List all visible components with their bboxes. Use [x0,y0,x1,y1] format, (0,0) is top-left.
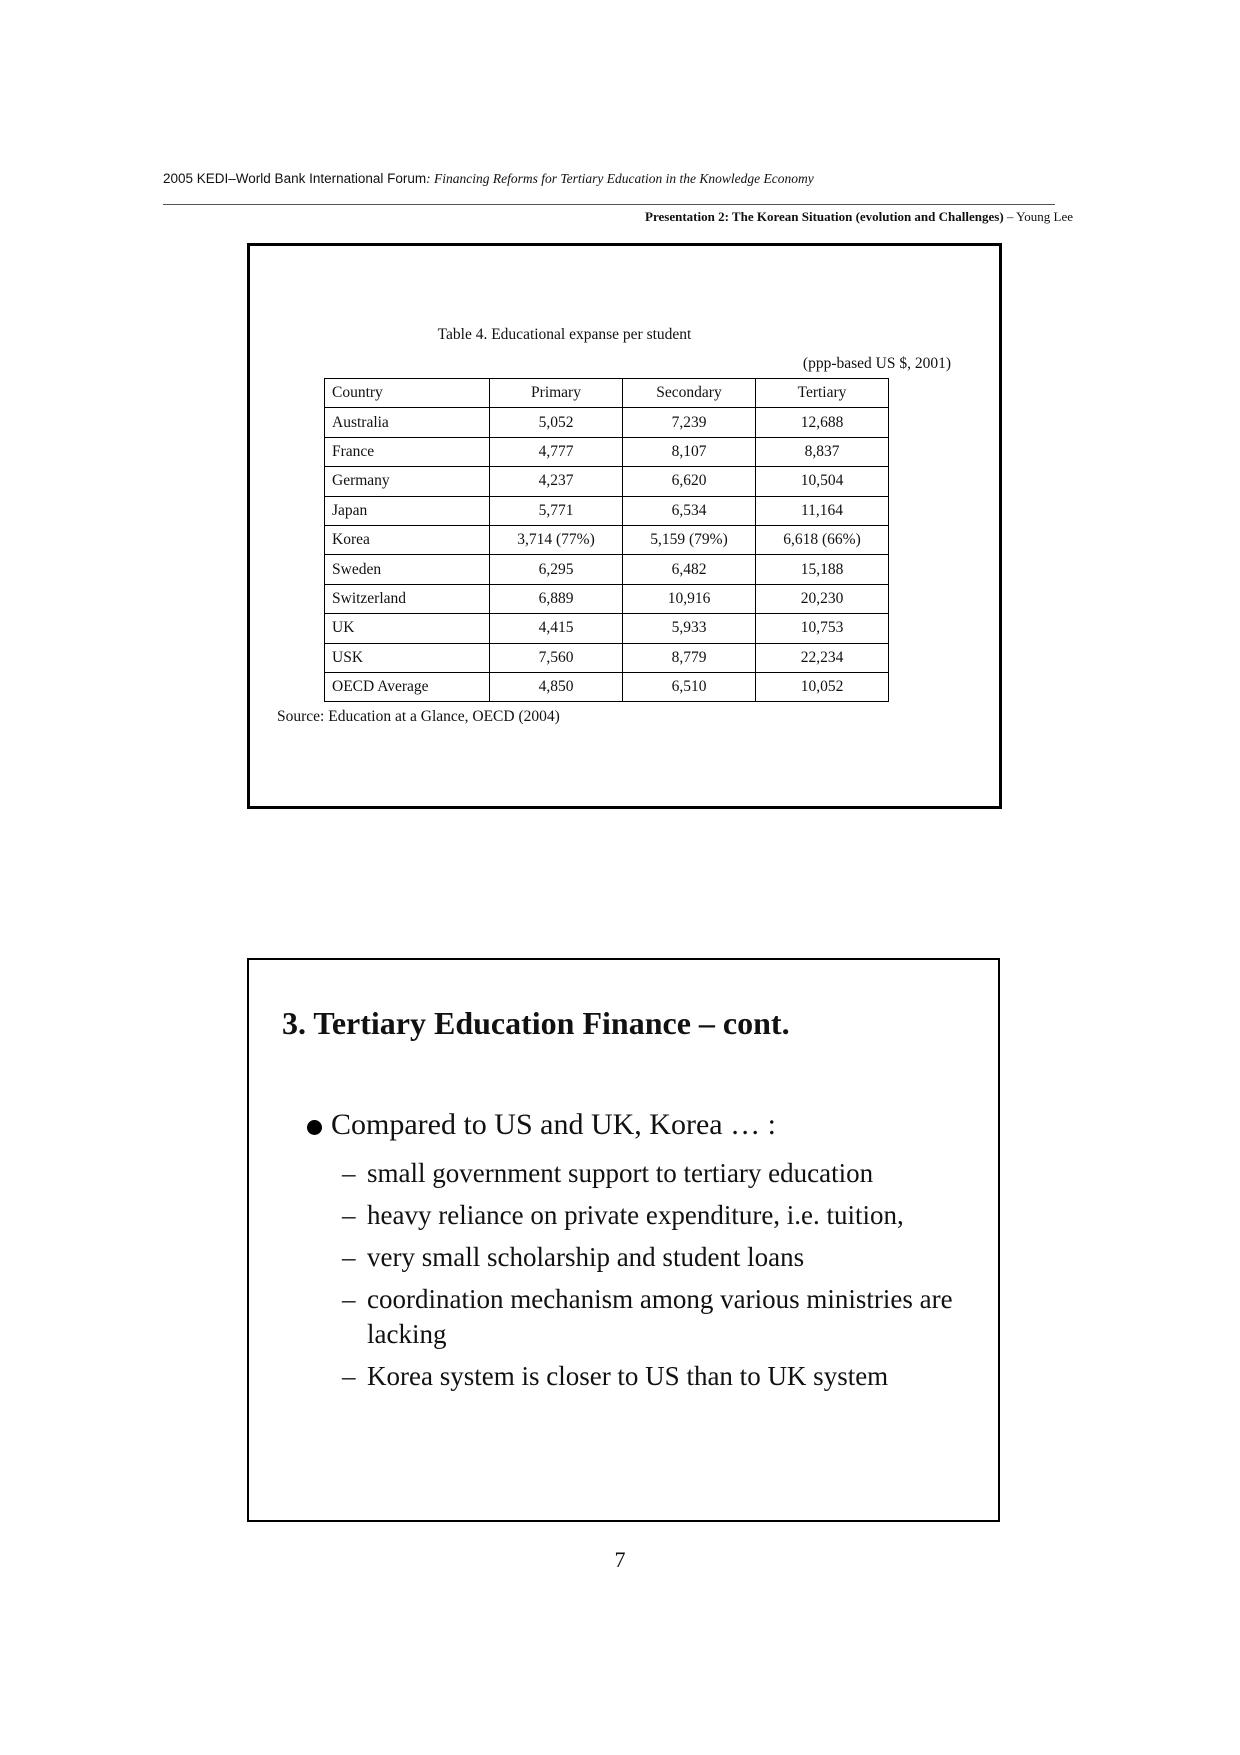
bullet-dot-icon [307,1120,322,1135]
table-cell: 20,230 [756,584,889,613]
column-header: Country [325,379,490,408]
table-cell: 15,188 [756,555,889,584]
table-cell: 4,237 [490,467,623,496]
table-cell: OECD Average [325,672,490,701]
table-cell: 6,295 [490,555,623,584]
table-cell: 8,837 [756,437,889,466]
running-header-forum [163,171,814,187]
table-cell: 6,889 [490,584,623,613]
table-cell: 22,234 [756,643,889,672]
table-row [325,555,889,584]
table-cell: 6,482 [623,555,756,584]
header-rule [163,204,1055,205]
table-cell: 5,159 (79%) [623,525,756,554]
column-header: Tertiary [756,379,889,408]
table-cell: France [325,437,490,466]
dash-icon: – [342,1200,356,1230]
forum-subtitle: : Financing Reforms for Tertiary Education in the Knowledge Economy [426,171,814,186]
subpoint-text: heavy reliance on private expenditure, i.e. tuition, [367,1200,904,1230]
subpoint-item [342,1198,987,1233]
slide-table-expense [247,243,1002,809]
table-row [325,467,889,496]
table-cell: Australia [325,408,490,437]
dash-icon: – [342,1158,356,1188]
table-source-note: Source: Education at a Glance, OECD (2004) [277,708,560,725]
table-row [325,525,889,554]
table-cell: 6,510 [623,672,756,701]
table-cell: 6,620 [623,467,756,496]
page-number: 7 [614,1547,626,1572]
table-cell: Sweden [325,555,490,584]
dash-icon: – [342,1361,356,1391]
running-header-presentation [645,209,1073,225]
table-cell: Germany [325,467,490,496]
table-row [325,496,889,525]
table-cell: 8,107 [623,437,756,466]
dash-icon: – [342,1284,356,1314]
subpoint-text: coordination mechanism among various ministries are lacking [367,1284,953,1349]
subpoint-text: Korea system is closer to US than to UK system [367,1361,889,1391]
table-cell: 6,618 (66%) [756,525,889,554]
table-cell: 10,916 [623,584,756,613]
table-cell: 5,052 [490,408,623,437]
presenter-name: – Young Lee [1003,209,1073,224]
subpoint-text: small government support to tertiary education [367,1158,874,1188]
presentation-title: Presentation 2: The Korean Situation (evolution and Challenges) [645,209,1004,224]
table-cell: 11,164 [756,496,889,525]
table-cell: 7,560 [490,643,623,672]
table-cell: 5,771 [490,496,623,525]
table-cell: Switzerland [325,584,490,613]
table-cell: Japan [325,496,490,525]
expense-table [324,378,889,702]
table-header-row [325,379,889,408]
table-cell: 3,714 (77%) [490,525,623,554]
column-header: Primary [490,379,623,408]
subpoint-item [342,1359,987,1394]
table-row [325,614,889,643]
column-header: Secondary [623,379,756,408]
table-cell: UK [325,614,490,643]
table-cell: 10,753 [756,614,889,643]
subpoint-list [342,1156,987,1401]
table-cell: 7,239 [623,408,756,437]
table-row [325,672,889,701]
slide-title: 3. Tertiary Education Finance – cont. [282,1005,790,1041]
bullet-text: Compared to US and UK, Korea … : [331,1108,776,1141]
subpoint-item [342,1156,987,1191]
table-cell: 4,850 [490,672,623,701]
dash-icon: – [342,1242,356,1272]
table-cell: 10,504 [756,467,889,496]
subpoint-item [342,1282,987,1352]
forum-title: 2005 KEDI–World Bank International Forum [163,171,427,186]
table-cell: 8,779 [623,643,756,672]
table-unit-note: (ppp-based US $, 2001) [802,355,951,372]
table-cell: 10,052 [756,672,889,701]
table-cell: 5,933 [623,614,756,643]
table-cell: 4,415 [490,614,623,643]
subpoint-item [342,1240,987,1275]
slide-tertiary-finance [247,958,1000,1522]
table-row [325,643,889,672]
table-row [325,584,889,613]
table-row [325,437,889,466]
table-cell: 4,777 [490,437,623,466]
table-cell: Korea [325,525,490,554]
subpoint-text: very small scholarship and student loans [367,1242,805,1272]
table-title: Table 4. Educational expanse per student [437,326,692,343]
bullet-point [307,1108,776,1142]
table-cell: 6,534 [623,496,756,525]
table-row [325,408,889,437]
table-cell: 12,688 [756,408,889,437]
table-cell: USK [325,643,490,672]
